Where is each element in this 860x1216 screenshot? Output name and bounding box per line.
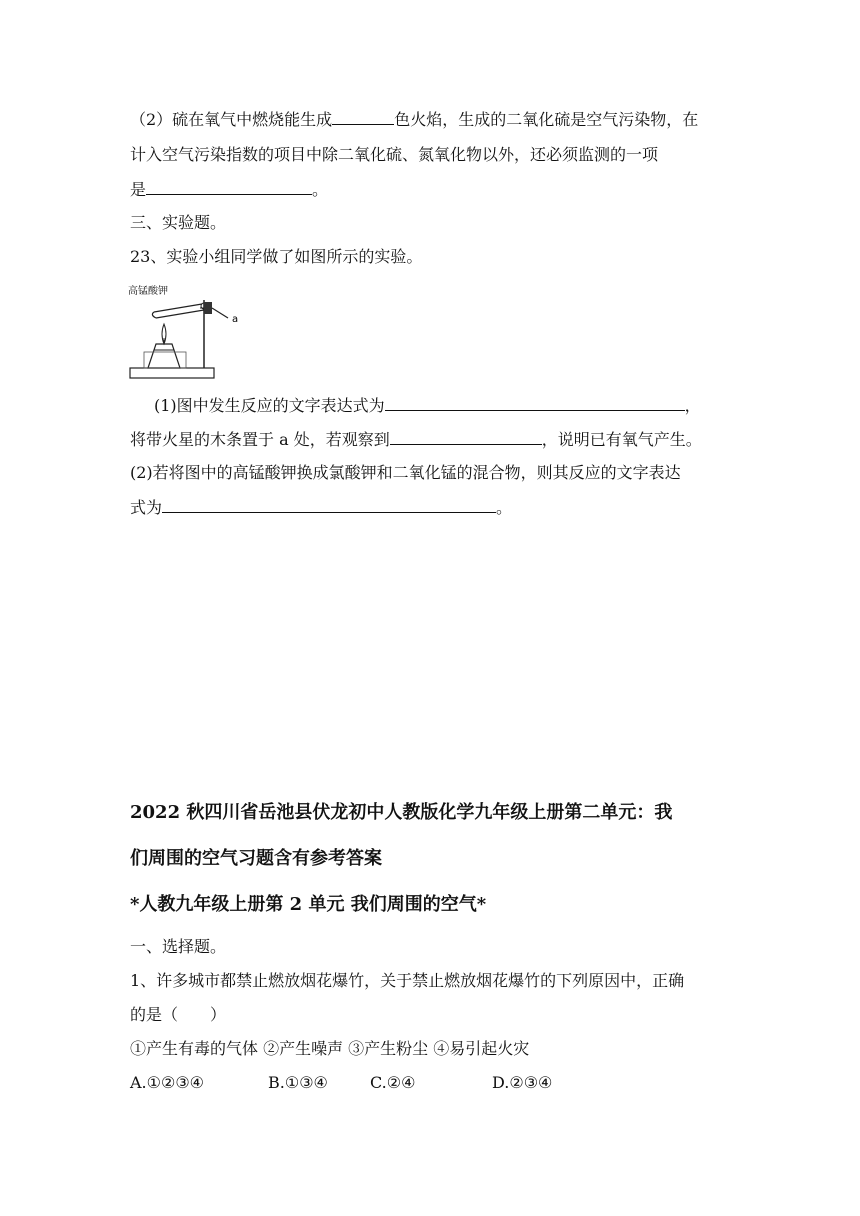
q1-statements: ①产生有毒的气体 ②产生噪声 ③产生粉尘 ④易引起火灾	[130, 1039, 530, 1058]
q22-part2-line3	[130, 178, 328, 201]
document-subtitle: *人教九年级上册第 2 单元 我们周围的空气*	[130, 894, 487, 915]
q23-part1-text-b: ，	[684, 396, 701, 415]
q23-part2-line2-b: 。	[496, 498, 513, 517]
figure-point-a: a	[232, 314, 239, 325]
apparatus-diagram	[128, 282, 248, 382]
q1-stem-line1: 1、许多城市都禁止燃放烟花爆竹，关于禁止燃放烟花爆竹的下列原因中，正确	[130, 971, 685, 990]
answer-blank-equation-2[interactable]	[162, 496, 496, 513]
answer-blank-equation-1[interactable]	[385, 394, 685, 411]
section3-heading: 三、实验题。	[130, 213, 227, 232]
q23-part2-line1: (2)若将图中的高锰酸钾换成氯酸钾和二氧化锰的混合物，则其反应的文字表达	[130, 463, 681, 482]
q1-options	[130, 1072, 552, 1094]
q22-part2-text-a: （2）硫在氧气中燃烧能生成	[130, 110, 333, 129]
q22-part2-line2: 计入空气污染指数的项目中除二氧化硫、氮氧化物以外，还必须监测的一项	[130, 145, 659, 164]
q1-stem-line2: 的是（ ）	[130, 1005, 227, 1024]
figure-label-potassium-permanganate: 高锰酸钾	[128, 286, 168, 297]
q23-stem: 23、实验小组同学做了如图所示的实验。	[130, 247, 423, 266]
q23-part2-line2	[130, 496, 512, 519]
q23-part2-line2-a: 式为	[130, 498, 163, 517]
q23-part1-line2-b: ，说明已有氧气产生。	[541, 430, 702, 449]
q1-option-c[interactable]: C.②④	[370, 1073, 416, 1092]
section1-heading: 一、选择题。	[130, 937, 227, 956]
q22-part2-line3-b: 。	[312, 180, 329, 199]
experiment-figure	[128, 282, 248, 382]
q22-part2-text-b: 色火焰，生成的二氧化硫是空气污染物，在	[394, 110, 699, 129]
q23-part1-line2-a: 将带火星的木条置于 a 处，若观察到	[130, 430, 390, 449]
answer-blank-pollutant[interactable]	[146, 178, 312, 195]
q1-option-a[interactable]: A.①②③④	[130, 1073, 205, 1092]
q23-part1-line1	[154, 394, 701, 417]
answer-blank-observation[interactable]	[390, 428, 542, 445]
q1-option-b[interactable]: B.①③④	[268, 1073, 328, 1092]
q23-part1-text-a: (1)图中发生反应的文字表达式为	[154, 396, 385, 415]
q22-part2-line3-a: 是	[130, 180, 147, 199]
q22-part2-line1	[130, 108, 698, 131]
q1-option-d[interactable]: D.②③④	[492, 1073, 553, 1092]
document-title-line2: 们周围的空气习题含有参考答案	[130, 848, 382, 869]
q23-part1-line2	[130, 428, 702, 451]
answer-blank-flame-color[interactable]	[332, 108, 394, 125]
document-title-line1: 2022 秋四川省岳池县伏龙初中人教版化学九年级上册第二单元：我	[130, 802, 673, 823]
